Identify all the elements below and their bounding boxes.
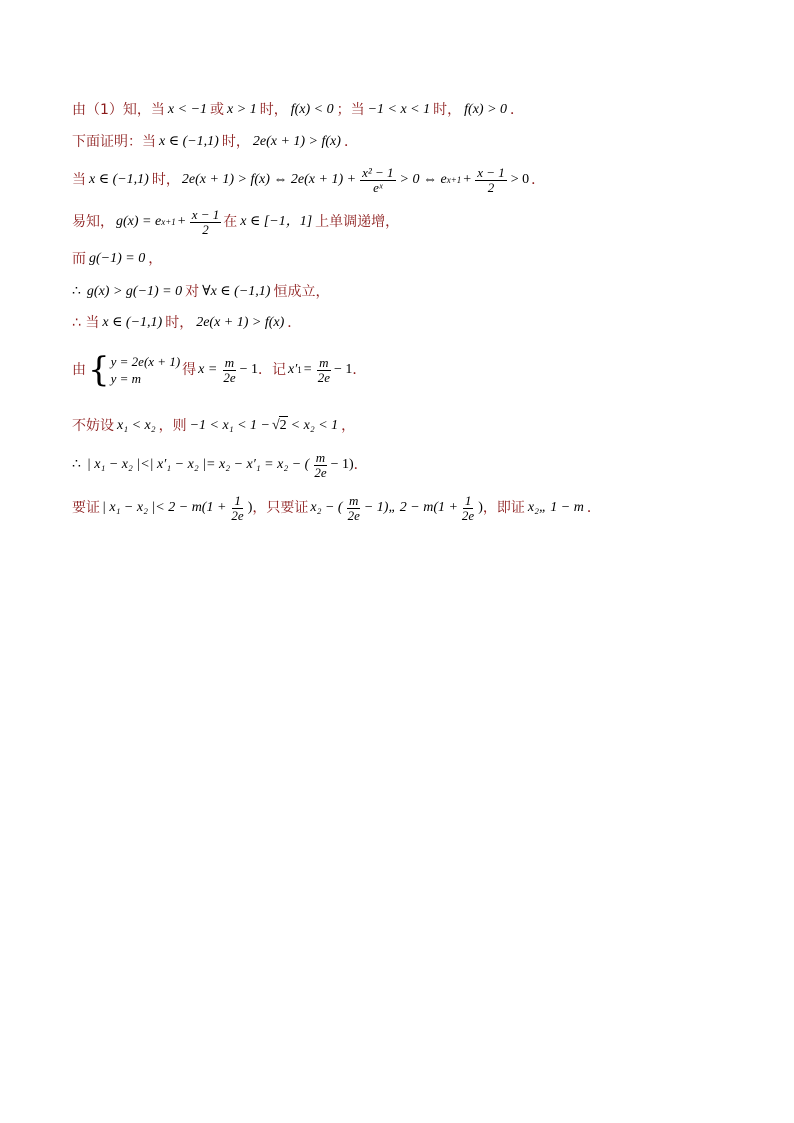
text: 对	[185, 284, 200, 300]
denominator: 2	[202, 221, 209, 237]
numerator: x² − 1	[362, 164, 394, 180]
denominator: 2e	[223, 369, 236, 385]
text: ．	[510, 102, 525, 118]
text: ；当	[336, 102, 365, 118]
denominator: 2e	[461, 507, 475, 523]
math: − 1)„ 2 − m(1 +	[363, 500, 458, 515]
numerator: m	[315, 449, 326, 465]
fraction	[460, 494, 476, 523]
system-row-2: y = m	[110, 371, 142, 386]
fraction	[221, 356, 237, 385]
denominator: 2e	[347, 507, 360, 523]
math: −1 < x₁ < 1 −	[189, 417, 270, 433]
text: ．	[586, 500, 601, 516]
numerator: m	[349, 492, 359, 508]
therefore-symbol: ∴	[72, 457, 81, 472]
numerator: 1	[234, 492, 241, 508]
math: − 1	[239, 362, 259, 377]
line-7	[72, 314, 301, 332]
math: x ∈ (−1,1)	[159, 134, 219, 149]
text: 时，	[221, 134, 250, 150]
math: +	[463, 172, 472, 187]
math: − 1	[333, 362, 353, 377]
math: +	[177, 214, 186, 229]
text: ，只要证	[252, 500, 309, 516]
fraction	[346, 494, 362, 523]
subscript: 1	[297, 365, 302, 375]
math: | x₁ − x₂ |< 2 − m(1 +	[102, 500, 227, 515]
text: 易知，	[72, 214, 114, 230]
text: 时，	[433, 102, 462, 118]
line-8	[72, 350, 366, 390]
line-5	[72, 250, 162, 268]
left-brace-icon: {	[88, 350, 110, 390]
fraction	[360, 166, 395, 195]
math: x₂„ 1 − m	[527, 500, 584, 515]
math: x ∈ (−1,1)	[89, 172, 149, 187]
system-row-1: y = 2e(x + 1)	[110, 354, 181, 369]
line-11	[72, 491, 601, 525]
math: x < −1	[167, 102, 208, 117]
math: − 1)	[330, 457, 354, 472]
text: ．	[353, 457, 368, 473]
exponent: x+1	[161, 217, 176, 227]
line-9	[72, 416, 355, 435]
fraction	[316, 356, 332, 385]
text: ．记	[258, 362, 287, 378]
line-10	[72, 448, 368, 482]
math: )	[247, 500, 253, 515]
text: 由	[72, 362, 86, 378]
fraction	[190, 208, 222, 237]
text: 由（1）知，当	[72, 102, 165, 118]
text: ∴ 当	[72, 315, 100, 331]
equation-system	[88, 350, 181, 390]
math: x ∈ [−1，1]	[240, 214, 313, 229]
text: ，	[148, 251, 163, 267]
math: x′	[288, 362, 298, 377]
numerator: m	[319, 354, 329, 370]
math: −1 < x < 1	[367, 102, 431, 117]
sqrt-radicand: 2	[279, 418, 287, 433]
text: 上单调递增，	[315, 214, 400, 230]
math: < x₂ < 1	[290, 417, 339, 433]
denominator: 2e	[317, 369, 330, 385]
system-rows	[111, 353, 181, 387]
numerator: 1	[464, 492, 472, 508]
line-1	[72, 101, 524, 119]
denominator: 2e	[231, 507, 244, 523]
text: 在	[223, 214, 238, 230]
denominator: 2	[487, 179, 495, 195]
math: x > 1	[227, 102, 257, 117]
text: 而	[72, 251, 86, 267]
fraction	[475, 166, 507, 195]
fraction	[229, 494, 245, 523]
text: 要证	[72, 500, 100, 516]
text: 时，	[259, 102, 288, 118]
line-6	[72, 283, 329, 301]
math: 2e(x + 1) > f(x)	[196, 315, 285, 330]
denominator: eˣ	[373, 179, 383, 195]
line-3	[72, 163, 545, 197]
numerator: x − 1	[191, 206, 220, 222]
math: f(x) > 0	[464, 102, 508, 117]
text: ．	[287, 315, 302, 331]
text: 时，	[165, 315, 194, 331]
text: ．	[343, 134, 358, 150]
therefore-symbol: ∴	[72, 284, 81, 299]
text: 时，	[151, 172, 180, 188]
math: 2e(x + 1) > f(x)	[252, 134, 341, 149]
math: g(−1) = 0	[89, 251, 146, 266]
math: )	[478, 500, 483, 515]
text: 或	[210, 102, 225, 118]
math: =	[303, 362, 312, 377]
math: x₁ < x₂	[117, 417, 156, 433]
numerator: x − 1	[477, 164, 505, 180]
text: ，	[341, 417, 356, 434]
fraction	[312, 451, 328, 480]
math: g(x) > g(−1) = 0	[86, 284, 183, 299]
text: 恒成立，	[273, 284, 330, 300]
text: ，即证	[482, 500, 525, 516]
math: 2e(x + 1) > f(x) ⇔ 2e(x + 1) +	[181, 172, 357, 187]
line-2	[72, 133, 358, 151]
text: ．	[531, 172, 546, 188]
numerator: m	[224, 354, 235, 370]
text: ，则	[158, 417, 187, 434]
text: ．	[352, 362, 367, 378]
sqrt-icon: √	[271, 417, 280, 433]
text: 不妨设	[72, 417, 114, 434]
math: x₂ − (	[310, 500, 343, 515]
text: 得	[182, 362, 197, 378]
math: > 0	[510, 172, 530, 187]
math: x =	[198, 362, 218, 377]
exponent: x+1	[446, 175, 462, 185]
math: g(x) = e	[116, 214, 162, 229]
text: 下面证明：当	[72, 134, 156, 150]
math: ∀x ∈ (−1,1)	[202, 284, 271, 299]
text: 当	[72, 172, 86, 188]
math: f(x) < 0	[290, 102, 334, 117]
math: x ∈ (−1,1)	[102, 315, 163, 330]
denominator: 2e	[314, 464, 327, 480]
math: > 0 ⇔ e	[399, 172, 447, 187]
line-4	[72, 205, 399, 239]
math: | x₁ − x₂ |<| x′₁ − x₂ |= x₂ − x′₁ = x₂ − (	[86, 457, 310, 472]
